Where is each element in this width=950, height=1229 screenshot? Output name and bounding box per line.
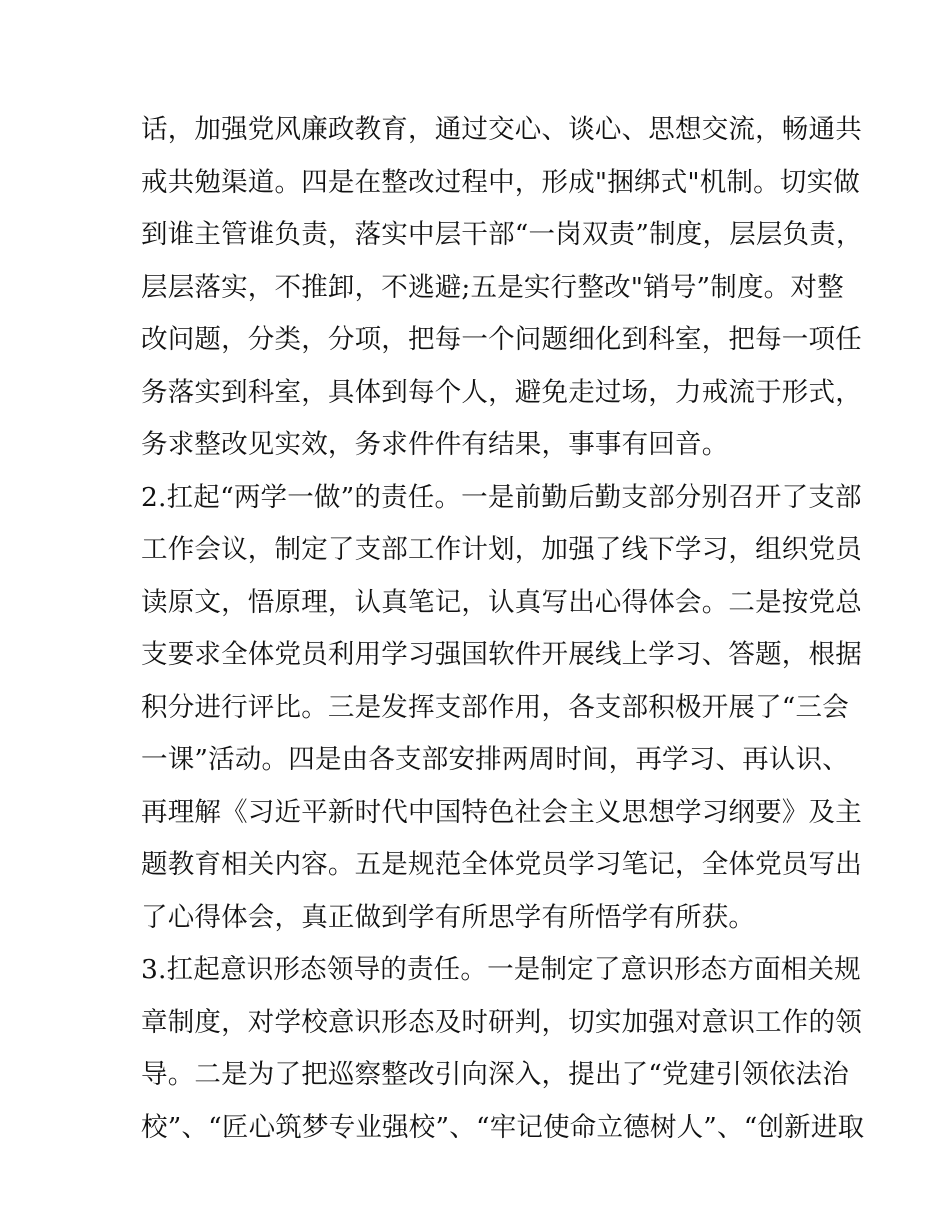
text-line: 章制度，对学校意识形态及时研判，切实加强对意识工作的领 [141,1006,862,1038]
text-line: 戒共勉渠道。四是在整改过程中，形成"捆绑式"机制。切实做 [141,166,860,198]
text-line: 校”、“匠心筑梦专业强校”、“牢记使命立德树人”、“创新进取 [141,1111,865,1143]
section-heading-line: 2.扛起“两学一做”的责任。一是前勤后勤支部分别召开了支部 [141,481,862,513]
text-line: 题教育相关内容。五是规范全体党员学习笔记，全体党员写出 [141,849,862,880]
text-line: 一课”活动。四是由各支部安排两周时间，再学习、再认识、 [141,744,849,775]
text-line: 积分进行评比。三是发挥支部作用，各支部积极开展了“三会 [141,691,849,723]
text-line: 支要求全体党员利用学习强国软件开展线上学习、答题，根据 [141,639,862,670]
body-text [141,104,865,1154]
text-line: 再理解《习近平新时代中国特色社会主义思想学习纲要》及主 [141,796,862,828]
text-line: 了心得体会，真正做到学有所思学有所悟学有所获。 [141,901,756,933]
text-line: 工作会议，制定了支部工作计划，加强了线下学习，组织党员 [141,534,862,565]
text-line: 层层落实，不推卸，不逃避;五是实行整改"销号”制度。对整 [141,271,844,303]
text-line: 话，加强党风廉政教育，通过交心、谈心、思想交流，畅通共 [141,114,862,145]
text-line: 到谁主管谁负责，落实中层干部“一岗双责”制度，层层负责， [141,219,863,250]
text-line: 读原文，悟原理，认真笔记，认真写出心得体会。二是按党总 [141,586,862,618]
section-heading-line: 3.扛起意识形态领导的责任。一是制定了意识形态方面相关规 [141,954,861,985]
text-line: 导。二是为了把巡察整改引向深入，提出了“党建引领依法治 [141,1059,849,1090]
text-line: 务落实到科室，具体到每个人，避免走过场，力戒流于形式， [141,376,862,408]
text-line: 改问题，分类，分项，把每一个问题细化到科室，把每一项任 [141,324,862,355]
text-line: 务求整改见实效，务求件件有结果，事事有回音。 [141,429,729,460]
